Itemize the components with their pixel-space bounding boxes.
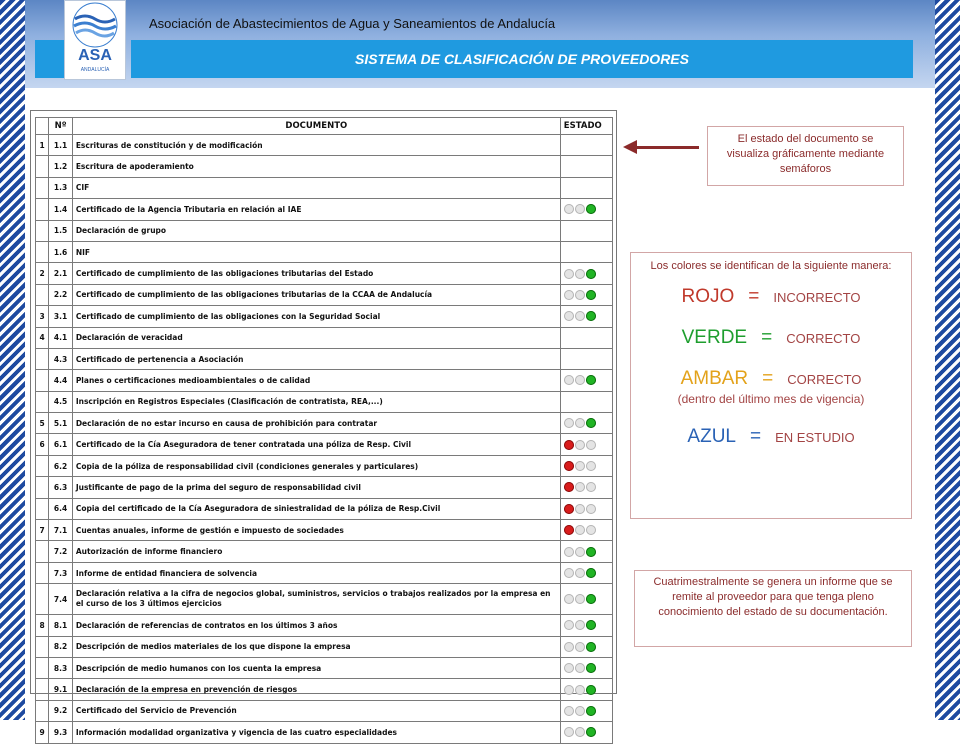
number-cell: 4.4 [49, 370, 73, 391]
document-cell: Informe de entidad financiera de solvencia [72, 562, 560, 583]
group-cell [36, 657, 49, 678]
document-cell: CIF [72, 177, 560, 198]
document-cell: Copia de la póliza de responsabilidad civil (condiciones generales y particulares) [72, 455, 560, 476]
group-cell: 1 [36, 135, 49, 156]
light-amber [575, 594, 585, 604]
traffic-light-icon [564, 727, 609, 737]
light-amber [575, 375, 585, 385]
table-row [36, 520, 613, 541]
group-cell [36, 541, 49, 562]
light-amber [575, 504, 585, 514]
document-cell: Certificado de cumplimiento de las obligaciones con la Seguridad Social [72, 306, 560, 327]
group-cell [36, 391, 49, 412]
table-row [36, 679, 613, 700]
light-green [586, 568, 596, 578]
legend-meaning: EN ESTUDIO [775, 430, 855, 445]
document-cell: Declaración de grupo [72, 220, 560, 241]
light-red [564, 663, 574, 673]
table-row [36, 135, 613, 156]
table-row [36, 284, 613, 305]
light-red [564, 594, 574, 604]
light-red [564, 706, 574, 716]
light-red [564, 440, 574, 450]
arrow-shaft [635, 146, 699, 149]
legend-intro: Los colores se identifican de la siguiente manera: [650, 260, 892, 272]
table-row [36, 391, 613, 412]
estado-cell [560, 562, 612, 583]
number-cell: 9.1 [49, 679, 73, 700]
estado-cell [560, 636, 612, 657]
number-cell: 1.1 [49, 135, 73, 156]
document-cell: Certificado de cumplimiento de las obligaciones tributarias del Estado [72, 263, 560, 284]
estado-cell [560, 135, 612, 156]
table-row [36, 263, 613, 284]
traffic-light-icon [564, 568, 609, 578]
document-cell: Certificado del Servicio de Prevención [72, 700, 560, 721]
light-red [564, 727, 574, 737]
group-cell: 7 [36, 520, 49, 541]
traffic-light-icon [564, 375, 609, 385]
light-red [564, 204, 574, 214]
legend-row [639, 368, 903, 390]
estado-cell [560, 498, 612, 519]
light-amber [575, 568, 585, 578]
group-cell: 6 [36, 434, 49, 455]
estado-cell [560, 327, 612, 348]
number-cell: 7.3 [49, 562, 73, 583]
light-red [564, 375, 574, 385]
legend-equals: = [762, 368, 774, 389]
group-cell: 8 [36, 615, 49, 636]
group-cell [36, 177, 49, 198]
traffic-light-icon [564, 620, 609, 630]
legend-color-word: AZUL [687, 426, 736, 447]
estado-cell [560, 199, 612, 220]
light-green [586, 620, 596, 630]
table-row [36, 370, 613, 391]
number-cell: 1.6 [49, 241, 73, 262]
document-cell: Declaración de la empresa en prevención de riesgos [72, 679, 560, 700]
estado-cell [560, 220, 612, 241]
legend-color-word: ROJO [681, 286, 735, 307]
organization-name: Asociación de Abastecimientos de Agua y Saneamientos de Andalucía [149, 16, 556, 31]
traffic-light-icon [564, 440, 609, 450]
estado-cell [560, 584, 612, 615]
document-cell: Certificado de la Agencia Tributaria en relación al IAE [72, 199, 560, 220]
group-cell: 4 [36, 327, 49, 348]
number-cell: 7.2 [49, 541, 73, 562]
estado-cell [560, 700, 612, 721]
light-amber [575, 290, 585, 300]
document-cell: Justificante de pago de la prima del seguro de responsabilidad civil [72, 477, 560, 498]
group-cell [36, 370, 49, 391]
light-green [586, 311, 596, 321]
estado-cell [560, 241, 612, 262]
traffic-light-icon [564, 311, 609, 321]
estado-cell [560, 177, 612, 198]
group-cell: 9 [36, 722, 49, 743]
number-cell: 1.5 [49, 220, 73, 241]
table-row [36, 562, 613, 583]
number-cell: 4.1 [49, 327, 73, 348]
light-amber [575, 727, 585, 737]
light-amber [575, 547, 585, 557]
estado-cell [560, 306, 612, 327]
table-row [36, 327, 613, 348]
group-cell [36, 477, 49, 498]
table-row [36, 455, 613, 476]
light-amber [575, 418, 585, 428]
table-row [36, 348, 613, 369]
light-amber [575, 269, 585, 279]
legend-row [639, 426, 903, 448]
legend-color-word: VERDE [681, 327, 748, 348]
table-row [36, 584, 613, 615]
color-legend-box [630, 252, 912, 519]
informe-note: Cuatrimestralmente se genera un informe que se remite al proveedor para que tenga pleno conocimiento del estado de su documentación. [634, 570, 912, 647]
table-row [36, 498, 613, 519]
light-amber [575, 525, 585, 535]
number-cell: 4.5 [49, 391, 73, 412]
number-cell: 1.4 [49, 199, 73, 220]
traffic-light-icon [564, 461, 609, 471]
light-green [586, 504, 596, 514]
traffic-light-icon [564, 418, 609, 428]
legend-equals: = [748, 286, 760, 307]
estado-cell [560, 370, 612, 391]
number-cell: 7.1 [49, 520, 73, 541]
light-amber [575, 440, 585, 450]
document-cell: Certificado de pertenencia a Asociación [72, 348, 560, 369]
traffic-light-icon [564, 663, 609, 673]
light-amber [575, 663, 585, 673]
table-row [36, 220, 613, 241]
light-green [586, 594, 596, 604]
group-cell [36, 348, 49, 369]
legend-row [639, 327, 903, 349]
light-red [564, 568, 574, 578]
light-green [586, 418, 596, 428]
document-cell: Certificado de la Cía Aseguradora de tener contratada una póliza de Resp. Civil [72, 434, 560, 455]
traffic-light-icon [564, 204, 609, 214]
number-cell: 6.3 [49, 477, 73, 498]
traffic-light-icon [564, 706, 609, 716]
number-cell: 2.2 [49, 284, 73, 305]
documents-table-panel [30, 110, 617, 737]
light-red [564, 525, 574, 535]
light-green [586, 727, 596, 737]
document-cell: Escrituras de constitución y de modificación [72, 135, 560, 156]
number-header: Nº [49, 118, 73, 135]
document-cell: Declaración relativa a la cifra de negocios global, suministros, servicios o trabajos realizados por la empresa en el curso de los 3 últimos ejercicios [72, 584, 560, 615]
light-green [586, 440, 596, 450]
estado-cell [560, 434, 612, 455]
number-cell: 3.1 [49, 306, 73, 327]
document-cell: Declaración de no estar incurso en causa de prohibición para contratar [72, 413, 560, 434]
document-cell: Escritura de apoderamiento [72, 156, 560, 177]
table-row [36, 199, 613, 220]
traffic-light-icon [564, 525, 609, 535]
system-title: SISTEMA DE CLASIFICACIÓN DE PROVEEDORES [131, 40, 913, 78]
legend-equals: = [750, 426, 762, 447]
estado-cell [560, 263, 612, 284]
light-red [564, 269, 574, 279]
light-red [564, 685, 574, 695]
legend-equals: = [761, 327, 773, 348]
group-cell [36, 562, 49, 583]
group-cell [36, 455, 49, 476]
table-row [36, 541, 613, 562]
asa-logo [64, 0, 126, 80]
number-cell: 1.2 [49, 156, 73, 177]
table-row [36, 636, 613, 657]
document-cell: NIF [72, 241, 560, 262]
light-green [586, 685, 596, 695]
estado-cell [560, 679, 612, 700]
estado-cell [560, 722, 612, 743]
traffic-light-icon [564, 504, 609, 514]
table-row [36, 413, 613, 434]
estado-cell [560, 413, 612, 434]
group-cell [36, 284, 49, 305]
group-cell [36, 220, 49, 241]
number-cell: 4.3 [49, 348, 73, 369]
left-decorative-stripe [0, 0, 25, 720]
light-green [586, 706, 596, 716]
water-waves-icon [65, 1, 125, 47]
light-green [586, 375, 596, 385]
light-red [564, 290, 574, 300]
table-row [36, 700, 613, 721]
document-cell: Autorización de informe financiero [72, 541, 560, 562]
light-green [586, 290, 596, 300]
light-amber [575, 461, 585, 471]
light-green [586, 461, 596, 471]
traffic-light-icon [564, 642, 609, 652]
number-cell: 5.1 [49, 413, 73, 434]
document-cell: Certificado de cumplimiento de las obligaciones tributarias de la CCAA de Andalucía [72, 284, 560, 305]
light-red [564, 311, 574, 321]
traffic-light-icon [564, 547, 609, 557]
table-row [36, 177, 613, 198]
light-amber [575, 204, 585, 214]
group-cell: 5 [36, 413, 49, 434]
right-decorative-stripe [935, 0, 960, 720]
group-cell [36, 700, 49, 721]
group-cell [36, 199, 49, 220]
group-cell [36, 156, 49, 177]
legend-meaning: CORRECTO [787, 372, 862, 387]
light-green [586, 525, 596, 535]
estado-cell [560, 520, 612, 541]
group-cell [36, 584, 49, 615]
estado-cell [560, 284, 612, 305]
semaforos-note: El estado del documento se visualiza gráficamente mediante semáforos [707, 126, 904, 186]
estado-cell [560, 541, 612, 562]
light-amber [575, 311, 585, 321]
number-cell: 2.1 [49, 263, 73, 284]
light-green [586, 547, 596, 557]
number-cell: 6.1 [49, 434, 73, 455]
number-cell: 8.2 [49, 636, 73, 657]
logo-text: ASA [78, 47, 112, 64]
legend-meaning: INCORRECTO [773, 290, 861, 305]
estado-cell [560, 156, 612, 177]
document-cell: Información modalidad organizativa y vigencia de las cuatro especialidades [72, 722, 560, 743]
documents-table [35, 117, 613, 744]
light-amber [575, 482, 585, 492]
document-header: DOCUMENTO [72, 118, 560, 135]
table-row [36, 306, 613, 327]
table-row [36, 657, 613, 678]
document-cell: Copia del certificado de la Cía Aseguradora de siniestralidad de la póliza de Resp.Civil [72, 498, 560, 519]
light-red [564, 642, 574, 652]
table-row [36, 241, 613, 262]
estado-cell [560, 615, 612, 636]
light-green [586, 269, 596, 279]
table-row [36, 615, 613, 636]
group-header [36, 118, 49, 135]
document-cell: Declaración de referencias de contratos en los últimos 3 años [72, 615, 560, 636]
traffic-light-icon [564, 290, 609, 300]
legend-color-word: AMBAR [680, 368, 749, 389]
legend-row [639, 286, 903, 308]
estado-cell [560, 477, 612, 498]
document-cell: Declaración de veracidad [72, 327, 560, 348]
estado-cell [560, 455, 612, 476]
number-cell: 6.2 [49, 455, 73, 476]
estado-cell [560, 348, 612, 369]
light-red [564, 461, 574, 471]
light-green [586, 204, 596, 214]
legend-subnote: (dentro del último mes de vigencia) [677, 392, 865, 406]
number-cell: 1.3 [49, 177, 73, 198]
light-red [564, 547, 574, 557]
light-red [564, 504, 574, 514]
light-green [586, 482, 596, 492]
document-cell: Planes o certificaciones medioambientales o de calidad [72, 370, 560, 391]
estado-cell [560, 391, 612, 412]
number-cell: 8.3 [49, 657, 73, 678]
light-red [564, 482, 574, 492]
light-amber [575, 685, 585, 695]
group-cell: 2 [36, 263, 49, 284]
group-cell: 3 [36, 306, 49, 327]
document-cell: Descripción de medios materiales de los que dispone la empresa [72, 636, 560, 657]
table-row [36, 156, 613, 177]
logo-subtext: ANDALUCÍA [80, 67, 110, 73]
group-cell [36, 679, 49, 700]
group-cell [36, 636, 49, 657]
table-row [36, 477, 613, 498]
document-cell: Inscripción en Registros Especiales (Clasificación de contratista, REA,...) [72, 391, 560, 412]
light-red [564, 418, 574, 428]
group-cell [36, 498, 49, 519]
document-cell: Descripción de medio humanos con los cuenta la empresa [72, 657, 560, 678]
table-row [36, 722, 613, 743]
legend-meaning: CORRECTO [786, 331, 861, 346]
light-red [564, 620, 574, 630]
number-cell: 7.4 [49, 584, 73, 615]
estado-cell [560, 657, 612, 678]
light-amber [575, 620, 585, 630]
group-cell [36, 241, 49, 262]
document-cell: Cuentas anuales, informe de gestión e impuesto de sociedades [72, 520, 560, 541]
number-cell: 6.4 [49, 498, 73, 519]
estado-header: ESTADO [560, 118, 612, 135]
table-row [36, 434, 613, 455]
light-green [586, 642, 596, 652]
traffic-light-icon [564, 685, 609, 695]
number-cell: 9.2 [49, 700, 73, 721]
number-cell: 8.1 [49, 615, 73, 636]
light-amber [575, 706, 585, 716]
traffic-light-icon [564, 482, 609, 492]
traffic-light-icon [564, 269, 609, 279]
light-amber [575, 642, 585, 652]
light-green [586, 663, 596, 673]
traffic-light-icon [564, 594, 609, 604]
number-cell: 9.3 [49, 722, 73, 743]
